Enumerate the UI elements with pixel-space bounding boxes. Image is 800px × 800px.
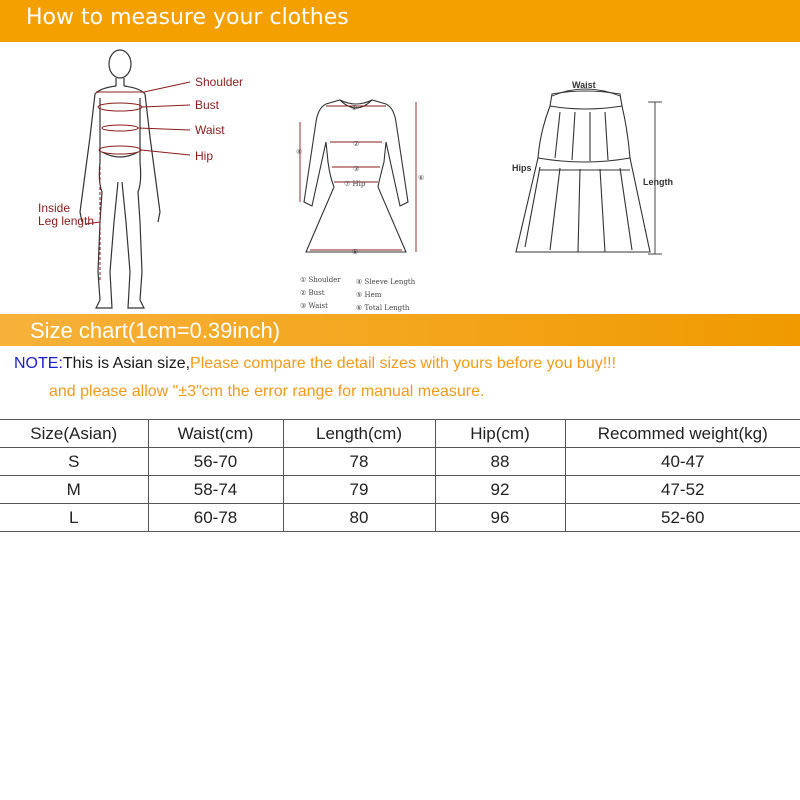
header-length: Length(cm)	[283, 420, 435, 448]
header-weight: Recommed weight(kg)	[565, 420, 800, 448]
cell-length: 78	[283, 448, 435, 476]
header-waist: Waist(cm)	[148, 420, 283, 448]
measurement-illustrations	[0, 42, 800, 314]
size-note	[14, 350, 794, 406]
cell-waist: 58-74	[148, 476, 283, 504]
cell-hip: 92	[435, 476, 565, 504]
label-bust: Bust	[195, 98, 220, 112]
page-title: How to measure your clothes	[26, 5, 349, 30]
size-chart-title: Size chart(1cm=0.39inch)	[30, 318, 281, 343]
note-error-range: and please allow "±3"cm the error range for manual measure.	[49, 383, 485, 400]
cell-hip: 88	[435, 448, 565, 476]
table-header-row	[0, 420, 800, 448]
body-figure	[80, 50, 160, 308]
skirt-figure	[516, 91, 650, 252]
header-size: Size(Asian)	[0, 420, 148, 448]
table-row	[0, 448, 800, 476]
cell-weight: 40-47	[565, 448, 800, 476]
cell-size: L	[0, 504, 148, 532]
size-chart-banner	[0, 314, 800, 346]
body-measure-lines	[85, 82, 190, 282]
skirt-label-length: Length	[643, 177, 673, 187]
header-hip: Hip(cm)	[435, 420, 565, 448]
label-shoulder: Shoulder	[195, 75, 244, 89]
dress-mark-1: ①	[351, 104, 358, 112]
skirt-label-waist: Waist	[572, 80, 596, 90]
note-asian-size: This is Asian size,	[62, 355, 191, 372]
dress-legend-6: ⑥ Total Length	[356, 304, 410, 312]
cell-length: 80	[283, 504, 435, 532]
cell-waist: 56-70	[148, 448, 283, 476]
dress-mark-4: ④	[296, 148, 303, 156]
cell-hip: 96	[435, 504, 565, 532]
dress-legend-1: ① Shoulder	[300, 276, 341, 284]
cell-weight: 52-60	[565, 504, 800, 532]
dress-legend-2: ② Bust	[300, 289, 325, 297]
dress-legend-4: ④ Sleeve Length	[356, 278, 416, 286]
dress-mark-6: ⑥	[418, 174, 425, 182]
table-row	[0, 476, 800, 504]
label-waist: Waist	[195, 123, 225, 137]
dress-legend-5: ⑤ Hem	[356, 291, 382, 299]
header-banner	[0, 0, 800, 42]
skirt-label-hips: Hips	[512, 163, 532, 173]
dress-mark-7: ⑦ Hip	[344, 180, 366, 188]
dress-mark-5: ⑤	[352, 248, 359, 256]
table-row	[0, 504, 800, 532]
note-compare: Please compare the detail sizes with yours before you buy!!!	[190, 355, 617, 372]
cell-waist: 60-78	[148, 504, 283, 532]
cell-size: S	[0, 448, 148, 476]
label-inside: Inside	[38, 201, 71, 215]
cell-size: M	[0, 476, 148, 504]
size-table	[0, 419, 800, 532]
note-key: NOTE:	[14, 355, 63, 372]
skirt-measure-lines	[540, 89, 662, 254]
dress-legend-3: ③ Waist	[300, 302, 328, 310]
label-hip: Hip	[195, 149, 214, 163]
cell-length: 79	[283, 476, 435, 504]
dress-figure	[304, 100, 408, 252]
label-leg-length: Leg length	[38, 214, 95, 228]
dress-measure-lines	[300, 102, 416, 252]
cell-weight: 47-52	[565, 476, 800, 504]
dress-mark-3: ③	[353, 165, 360, 173]
measurement-figures	[0, 42, 800, 314]
dress-mark-2: ②	[353, 140, 360, 148]
